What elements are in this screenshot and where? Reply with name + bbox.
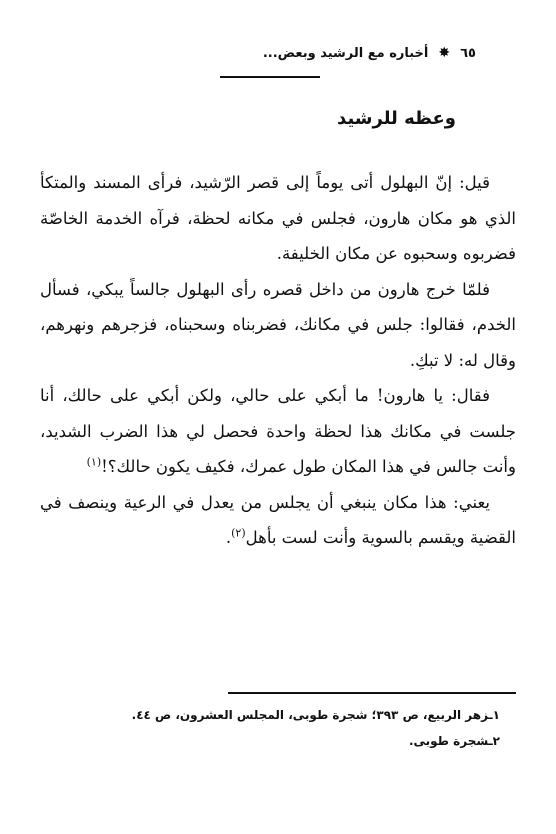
paragraph-1 [40, 165, 516, 272]
paragraph-text: فقال: يا هارون! ما أبكي على حالي، ولكن أبكي على حالك، أنا جلست في مكانك هذا لحظة واحدة فحصل لي هذا الضرب الشديد، وأنت جالس في هذا المكان طول عمرك، فكيف يكون حالك؟! [40, 386, 516, 476]
footnote-ref: (١) [86, 455, 102, 469]
footnote-ref: (٢) [231, 526, 246, 540]
running-header [96, 40, 476, 66]
paragraph-2 [40, 272, 516, 379]
page-number: ٦٥ [460, 45, 476, 61]
paragraph-text: يعني: هذا مكان ينبغي أن يجلس من يعدل في الرعية وينصف في القضية ويقسم بالسوية وأنت لست بأهل [40, 492, 516, 547]
paragraph-text: فلمّا خرج هارون من داخل قصره رأى البهلول جالساً يبكي، فسأل الخدم، فقالوا: جلس في مكانك، فضربناه وسحبناه، فزجرهم ونهرهم، وقال له: لا تبكِ. [40, 279, 516, 370]
section-title: وعظه للرشيد [337, 108, 456, 129]
paragraph-4 [40, 485, 516, 556]
footnote-2: ٢ـشجرة طوبى. [408, 734, 500, 748]
body-text [40, 165, 516, 556]
footnote-rule [228, 692, 516, 694]
header-rule [220, 76, 320, 78]
paragraph-text: قيل: إنّ البهلول أتى يوماً إلى قصر الرّشيد، فرأى المسند والمتكأ الذي هو مكان هارون، فجلس في مكانه لحظة، فرآه الخدمة الخاصّة فضربوه وسحبوه عن مكان الخليفة. [40, 173, 516, 263]
footnotes [40, 702, 500, 754]
paragraph-tail: . [225, 528, 232, 547]
separator-star-icon: ✸ [438, 45, 451, 61]
running-title: أخباره مع الرشيد وبعض... [262, 45, 429, 61]
paragraph-3 [40, 378, 516, 485]
footnote-1: ١ـزهر الربيع، ص ٣٩٣؛ شجرة طوبى، المجلس العشرون، ص ٤٤. [131, 708, 500, 722]
